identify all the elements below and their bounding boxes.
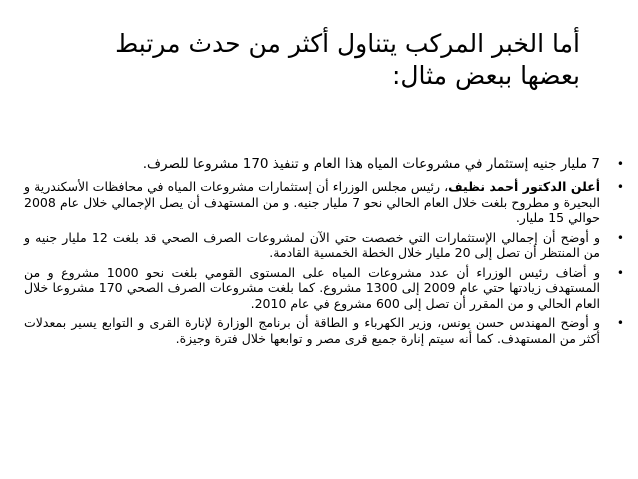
bullet-dot-icon: •	[616, 265, 624, 280]
bullet-text: و أوضح المهندس حسن يونس، وزير الكهرباء و الطاقة أن برنامج الوزارة لإنارة القرى و التوابع يسير بمعدلات أكثر من المستهدف. كما أنه سيتم إنارة جميع قرى مصر و توابعها خلال فترة وجيزة.	[24, 315, 600, 346]
bullet-text: ، رئيس مجلس الوزراء أن إستثمارات مشروعات المياه في محافظات الأسكندرية و البحيرة و مطروح بلغت خلال العام الحالي نحو 7 مليار جنيه. و من المستهدف أن يصل الإجمالي خلال عام 2008 حوالي 15 مليار.	[24, 179, 600, 225]
bullet-dot-icon: •	[616, 180, 624, 194]
bullet-text: و أضاف رئيس الوزراء أن عدد مشروعات المياه على المستوى القومي بلغت نحو 1000 مشروع و من المستهدف زيادتها حتي عام 2009 إلى 1300 مشروع. كما بلغت مشروعات الصرف الصحي 170 مشروعا خلال العام الحالي و من المقرر أن تصل إلى 600 مشروع في عام 2010.	[24, 264, 601, 311]
bullet-bold-text: أعلن الدكتور أحمد نظيف	[448, 179, 600, 194]
bullet-dot-icon: •	[616, 157, 624, 171]
slide-title-line-1: أما الخبر المركب يتناول أكثر من حدث مرتبط	[115, 29, 580, 58]
bullet-text: 7 مليار جنيه إستثمار في مشروعات المياه هذا العام و تنفيذ 170 مشروعا للصرف.	[142, 156, 600, 172]
bullet-dot-icon: •	[616, 316, 624, 330]
bullet-item-2	[24, 179, 624, 226]
bullet-item-4	[24, 265, 624, 312]
slide-title	[40, 28, 580, 92]
bullet-dot-icon: •	[616, 230, 624, 245]
slide-title-line-2: بعضها ببعض مثال:	[391, 61, 580, 90]
bullet-item-3	[24, 230, 624, 261]
bullet-item-5	[24, 315, 624, 346]
bullet-list	[24, 156, 624, 350]
bullet-text: و أوضح أن إجمالي الإستثمارات التي خصصت حتي الآن لمشروعات الصرف الصحي قد بلغت 12 مليار جنيه و من المنتظر أن تصل إلى 20 مليار خلال الخطة الخمسية القادمة.	[24, 229, 600, 260]
bullet-item-1	[24, 156, 624, 172]
